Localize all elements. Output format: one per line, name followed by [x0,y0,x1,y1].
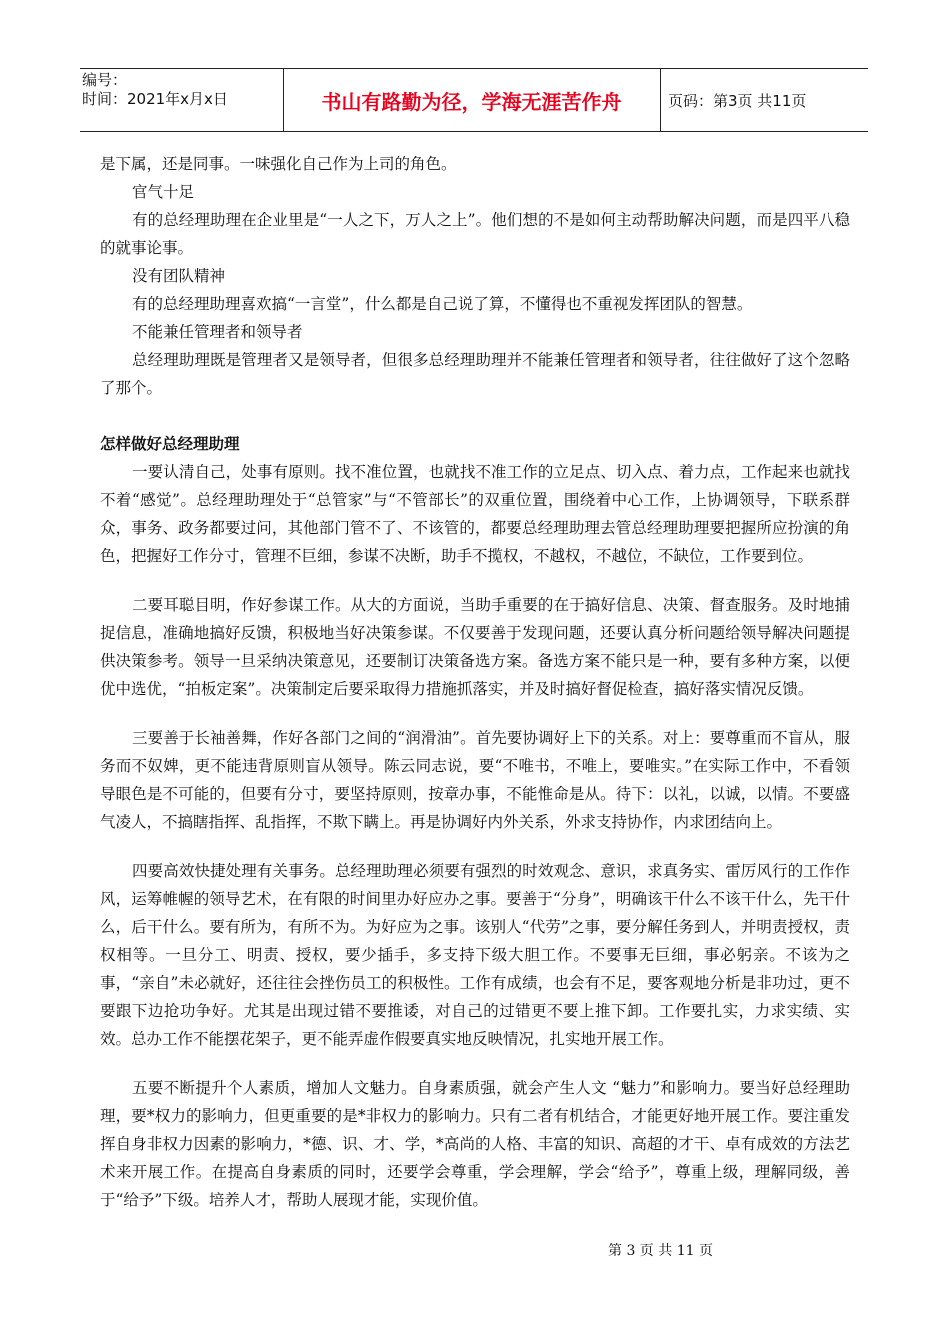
paragraph: 一要认清自己，处事有原则。找不准位置，也就找不准工作的立足点、切入点、着力点，工作起来也就找不着“感觉”。总经理助理处于“总管家”与“不管部长”的双重位置，围绕着中心工作，上协调领导，下联系群众，事务、政务都要过问，其他部门管不了、不该管的，都要总经理助理去管总经理助理要把握所应扮演的角色，把握好工作分寸，管理不巨细，参谋不决断，助手不揽权，不越权，不越位，不缺位，工作要到位。 [100,463,850,565]
document-date: 时间：2021年x月x日 [82,90,228,108]
page-header [80,68,868,132]
header-meta [82,71,282,109]
page-footer: 第 3 页 共 11 页 [608,1243,713,1259]
header-motto: 书山有路勤为径，学海无涯苦作舟 [321,89,622,114]
paragraph: 总经理助理既是管理者又是领导者，但很多总经理助理并不能兼任管理者和领导者，往往做好了这个忽略了那个。 [100,351,850,397]
paragraph: 四要高效快捷处理有关事务。总经理助理必须要有强烈的时效观念、意识，求真务实、雷厉风行的工作作风，运筹帷幄的领导艺术，在有限的时间里办好应办之事。要善于“分身”，明确该干什么不该干什么，先干什么，后干什么。要有所为，有所不为。为好应为之事。该别人“代劳”之事，要分解任务到人，并明责授权，责权相等。一旦分工、明责、授权，要少插手，多支持下级大胆工作。不要事无巨细，事必躬亲。不该为之事，“亲自”未必就好，还往往会挫伤员工的积极性。工作有成绩，也会有不足，要客观地分析是非功过，更不要跟下边抢功争好。尤其是出现过错不要推诿，对自己的过错更不要上推下卸。工作要扎实，力求实绩、实效。总办工作不能摆花架子，更不能弄虚作假要真实地反映情况，扎实地开展工作。 [100,862,850,1048]
section-heading: 怎样做好总经理助理 [100,435,240,453]
spacer [100,570,850,591]
paragraph: 二要耳聪目明，作好参谋工作。从大的方面说，当助手重要的在于搞好信息、决策、督查服务。及时地捕捉信息，准确地搞好反馈，积极地当好决策参谋。不仅要善于发现问题，还要认真分析问题给领导解决问题提供决策参考。领导一旦采纳决策意见，还要制订决策备选方案。备选方案不能只是一种，要有多种方案，以便优中选优，“拍板定案”。决策制定后要采取得力措施抓落实，并及时搞好督促检查，搞好落实情况反馈。 [100,596,850,698]
spacer [100,836,850,857]
subheading: 不能兼任管理者和领导者 [132,323,303,341]
header-divider-left [283,69,284,131]
header-divider-right [660,69,661,131]
paragraph: 是下属，还是同事。一味强化自己作为上司的角色。 [100,155,457,173]
subheading: 官气十足 [132,183,195,201]
paragraph: 有的总经理助理喜欢搞“一言堂”，什么都是自己说了算，不懂得也不重视发挥团队的智慧。 [132,295,753,313]
paragraph: 有的总经理助理在企业里是“一人之下，万人之上”。他们想的不是如何主动帮助解决问题，而是四平八稳的就事论事。 [100,211,850,257]
paragraph: 三要善于长袖善舞，作好各部门之间的“润滑油”。首先要协调好上下的关系。对上：要尊重而不盲从，服务而不奴婢，更不能违背原则盲从领导。陈云同志说，要“不唯书，不唯上，要唯实。”在实际工作中，不看领导眼色是不可能的，但要有分寸，要坚持原则，按章办事，不能惟命是从。待下：以礼，以诚，以情。不要盛气凌人，不搞瞎指挥、乱指挥，不欺下瞒上。再是协调好内外关系，外求支持协作，内求团结向上。 [100,729,850,831]
header-page-info: 页码：第3页 共11页 [668,91,807,110]
spacer [100,402,850,430]
subheading: 没有团队精神 [132,267,226,285]
paragraph: 五要不断提升个人素质，增加人文魅力。自身素质强，就会产生人文 “魅力”和影响力。要当好总经理助理，要*权力的影响力，但更重要的是*非权力的影响力。只有二者有机结合，才能更好地开展工作。要注重发挥自身非权力因素的影响力，*德、识、才、学，*高尚的人格、丰富的知识、高超的才干、卓有成效的方法艺术来开展工作。在提高自身素质的同时，还要学会尊重，学会理解，学会“给予”，尊重上级，理解同级，善于“给予”下级。培养人才，帮助人展现才能，实现价值。 [100,1079,850,1209]
document-body [100,150,850,1214]
document-number-label: 编号： [82,71,128,89]
spacer [100,703,850,724]
spacer [100,1053,850,1074]
